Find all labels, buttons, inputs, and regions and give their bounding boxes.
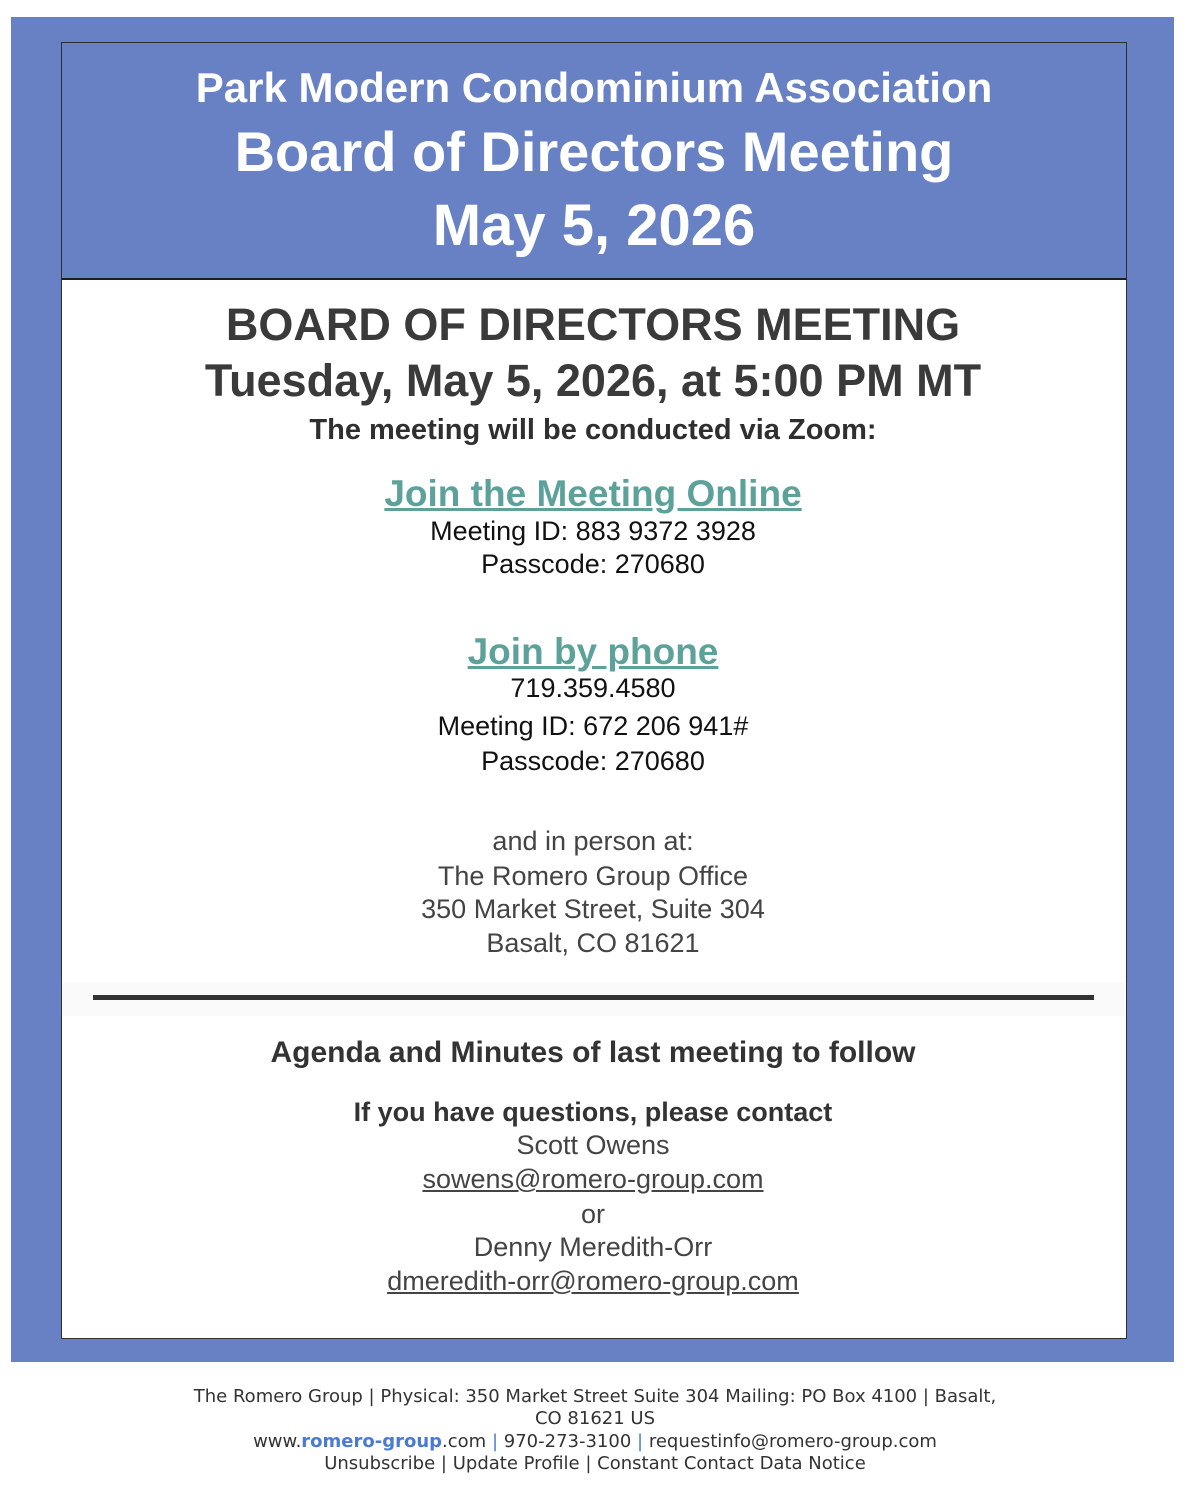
unsubscribe-link[interactable]: Unsubscribe xyxy=(324,1453,436,1474)
footer-pipe: | xyxy=(440,1453,447,1474)
meeting-datetime: Tuesday, May 5, 2026, at 5:00 PM MT xyxy=(204,355,982,406)
contact-email-2-link[interactable]: dmeredith-orr@romero-group.com xyxy=(387,1266,799,1296)
phone-number: 719.359.4580 xyxy=(510,673,676,703)
phone-meeting-id: Meeting ID: 672 206 941# xyxy=(437,711,749,741)
meeting-heading: BOARD OF DIRECTORS MEETING xyxy=(225,299,961,350)
footer-separator: | xyxy=(491,1431,499,1452)
website-link[interactable] xyxy=(253,1431,486,1452)
footer-address-line-2: CO 81621 US xyxy=(534,1408,656,1429)
contact-email-1-link[interactable]: sowens@romero-group.com xyxy=(422,1164,764,1194)
phone-link-row xyxy=(61,631,1125,673)
divider-line xyxy=(93,995,1094,1000)
website-brand: romero-group xyxy=(301,1431,443,1452)
online-link-row xyxy=(61,473,1125,515)
banner-title: Board of Directors Meeting xyxy=(234,120,954,183)
join-phone-link[interactable]: Join by phone xyxy=(467,631,719,672)
footer-email-link[interactable]: requestinfo@romero-group.com xyxy=(648,1431,937,1452)
banner-date: May 5, 2026 xyxy=(432,193,756,258)
contact-email-row-1 xyxy=(61,1162,1125,1196)
in-person-city: Basalt, CO 81621 xyxy=(486,928,700,958)
footer-phone-link[interactable]: 970-273-3100 xyxy=(503,1431,632,1452)
online-passcode: Passcode: 270680 xyxy=(481,549,705,579)
footer-actions-row xyxy=(0,1453,1190,1475)
header-banner xyxy=(61,42,1127,280)
association-name: Park Modern Condominium Association xyxy=(195,64,993,111)
contact-name-1: Scott Owens xyxy=(516,1130,670,1160)
footer-separator: | xyxy=(637,1431,644,1452)
footer-address-line-1: The Romero Group | Physical: 350 Market Street Suite 304 Mailing: PO Box 4100 | Basalt, xyxy=(193,1386,997,1407)
website-prefix: www. xyxy=(253,1431,302,1452)
footer-pipe: | xyxy=(585,1453,592,1474)
in-person-street: 350 Market Street, Suite 304 xyxy=(421,894,765,924)
in-person-place: The Romero Group Office xyxy=(437,861,749,891)
contact-intro: If you have questions, please contact xyxy=(353,1097,833,1127)
contact-or: or xyxy=(580,1199,605,1229)
agenda-notice: Agenda and Minutes of last meeting to follow xyxy=(270,1036,916,1069)
footer-links-row xyxy=(0,1431,1190,1453)
data-notice-link[interactable]: Constant Contact Data Notice xyxy=(597,1453,866,1474)
contact-name-2: Denny Meredith-Orr xyxy=(473,1232,713,1262)
contact-email-row-2 xyxy=(61,1264,1125,1298)
join-online-link[interactable]: Join the Meeting Online xyxy=(384,473,802,514)
website-suffix: .com xyxy=(442,1431,487,1452)
online-meeting-id: Meeting ID: 883 9372 3928 xyxy=(430,516,756,546)
zoom-notice: The meeting will be conducted via Zoom: xyxy=(309,414,877,446)
phone-passcode: Passcode: 270680 xyxy=(481,746,705,776)
in-person-intro: and in person at: xyxy=(492,826,694,856)
update-profile-link[interactable]: Update Profile xyxy=(452,1453,580,1474)
